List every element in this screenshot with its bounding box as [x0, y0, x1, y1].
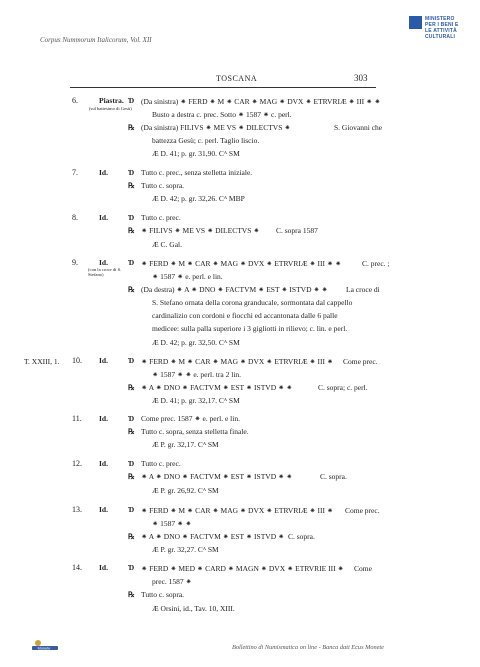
entry-number: 11.	[72, 414, 82, 423]
obverse-icon: Ɗ	[128, 505, 135, 514]
entry-name: Id.	[99, 459, 108, 468]
reverse-note: S. Giovanni che	[334, 123, 383, 132]
obverse-description: prec. 1587 ⁕	[152, 577, 192, 586]
obverse-description: ⁕ 1587 ⁕ e. perl. e lin.	[152, 272, 223, 281]
reverse-icon: ℞	[128, 383, 135, 392]
obverse-description: Come prec. 1587 ⁕ e. perl. e lin.	[141, 414, 240, 423]
obverse-note: Come	[354, 564, 372, 573]
reverse-description: cardinalizio con cordoni e fiocchi ed accantonata dalle 6 palle	[152, 311, 338, 320]
reverse-note: C. sopra; c. perl.	[318, 383, 368, 392]
entry-number: 10.	[72, 356, 82, 365]
reverse-description: Tutto c. sopra.	[141, 590, 185, 599]
obverse-legend: (Da sinistra) ⁕ FERD ⁕ M ⁕ CAR ⁕ MAG ⁕ DVX ⁕ ETRVRIÆ ⁕ III ⁕ ⁕	[141, 97, 381, 106]
reverse-legend: (Da sinistra) FILIVS ⁕ ME VS ⁕ DILECTVS ⁕	[141, 123, 291, 132]
obverse-legend: ⁕ FERD ⁕ M ⁕ CAR ⁕ MAG ⁕ DVX ⁕ ETRVRIÆ ⁕ III ⁕ ⁕	[141, 259, 342, 268]
entry-name: Piastra.	[99, 96, 124, 105]
obverse-note: Come prec.	[345, 506, 380, 515]
entry-number: 13.	[72, 505, 82, 514]
reverse-legend: (Da destra) ⁕ A ⁕ DNO ⁕ FACTVM ⁕ EST ⁕ ISTVD ⁕ ⁕	[141, 285, 328, 294]
obverse-description: Tutto c. prec., senza stelletta iniziale.	[141, 168, 253, 177]
reverse-note: C. sopra.	[288, 532, 315, 541]
obverse-icon: Ɗ	[128, 414, 135, 423]
reverse-icon: ℞	[128, 427, 135, 436]
obverse-description: Tutto c. prec.	[141, 213, 181, 222]
obverse-icon: Ɗ	[128, 356, 135, 365]
obverse-description: Busto a destra c. prec. Sotto ⁕ 1587 ⁕ c. perl.	[152, 110, 292, 119]
reverse-note: C. sopra 1587	[276, 226, 318, 235]
entry-number: 9.	[72, 258, 78, 267]
running-title: Corpus Nummorum Italicorum, Vol. XII	[40, 36, 152, 44]
reverse-description: Tutto c. sopra.	[141, 181, 185, 190]
reverse-description: S. Stefano ornata della corona granducale, sormontata dal cappello	[152, 298, 353, 307]
reference: Æ P. gr. 32,27. Cᴬ SM	[152, 545, 219, 554]
reference: Æ P. gr. 26,92. Cᴬ SM	[152, 486, 219, 495]
footer-text: Bollettino di Numismatica on line - Banca dati Ecus Monete	[232, 644, 384, 651]
ministry-logo-text: MINISTERO PER I BENI E LE ATTIVITÀ CULTURALI	[425, 16, 459, 40]
obverse-description: ⁕ 1587 ⁕ ⁕ e. perl. tra 2 lin.	[152, 370, 242, 379]
plate-reference: T. XXIII, 1.	[24, 357, 60, 366]
obverse-legend: ⁕ FERD ⁕ M ⁕ CAR ⁕ MAG ⁕ DVX ⁕ ETRVRIÆ ⁕ III ⁕	[141, 357, 334, 366]
obverse-icon: Ɗ	[128, 258, 135, 267]
entry-name: Id.	[99, 563, 108, 572]
reverse-legend: ⁕ A ⁕ DNO ⁕ FACTVM ⁕ EST ⁕ ISTVD ⁕	[141, 532, 285, 541]
reference: Æ D. 41; p. gr. 32,17. Cᴬ SM	[152, 396, 240, 405]
obverse-description: ⁕ 1587 ⁕ ⁕	[152, 519, 192, 528]
entry-name: Id.	[99, 258, 108, 267]
obverse-note: Come prec.	[343, 357, 378, 366]
obverse-description: Tutto c. prec.	[141, 459, 181, 468]
reverse-description: battezza Gesù; c. perl. Taglio liscio.	[152, 136, 260, 145]
obverse-note: C. prec. ;	[362, 259, 390, 268]
obverse-legend: ⁕ FERD ⁕ M ⁕ CAR ⁕ MAG ⁕ DVX ⁕ ETRVRIÆ ⁕ III ⁕	[141, 506, 334, 515]
entry-number: 12.	[72, 459, 82, 468]
reference: Æ D. 41; p. gr. 31,90. Cᴬ SM	[152, 149, 240, 158]
reverse-note: La croce di	[346, 285, 380, 294]
reference: Æ D. 42; p. gr. 32,26. Cᴬ MBP	[152, 194, 245, 203]
reverse-description: medicee: sulla palla superiore i 3 gigliotti in rilievo; c. lin. e perl.	[152, 324, 348, 333]
reverse-legend: ⁕ A ⁕ DNO ⁕ FACTVM ⁕ EST ⁕ ISTVD ⁕ ⁕	[141, 472, 293, 481]
reverse-legend: ⁕ A ⁕ DNO ⁕ FACTVM ⁕ EST ⁕ ISTVD ⁕ ⁕	[141, 383, 293, 392]
reverse-icon: ℞	[128, 472, 135, 481]
entry-name: Id.	[99, 414, 108, 423]
header-rule	[70, 87, 376, 88]
obverse-legend: ⁕ FERD ⁕ MED ⁕ CARD ⁕ MAGN ⁕ DVX ⁕ ETRVRIE III ⁕	[141, 564, 344, 573]
entry-number: 7.	[72, 168, 78, 177]
ministry-logo-icon	[409, 16, 422, 29]
obverse-icon: Ɗ	[128, 168, 135, 177]
page-title: TOSCANA	[216, 74, 258, 83]
reverse-icon: ℞	[128, 226, 135, 235]
reverse-icon: ℞	[128, 123, 135, 132]
entry-number: 14.	[72, 563, 82, 572]
reference: Æ C. Gal.	[152, 240, 182, 249]
reverse-description: Tutto c. sopra, senza stelletta finale.	[141, 427, 249, 436]
obverse-icon: Ɗ	[128, 563, 135, 572]
reverse-icon: ℞	[128, 532, 135, 541]
monete-logo-icon	[32, 638, 58, 650]
entry-name: Id.	[99, 168, 108, 177]
reference: Æ Orsini, id., Tav. 10, XIII.	[152, 604, 235, 613]
reference: Æ P. gr. 32,17. Cᴬ SM	[152, 440, 219, 449]
entry-number: 8.	[72, 213, 78, 222]
svg-text:Monete: Monete	[37, 646, 51, 651]
reference: Æ D. 42; p. gr. 32,50. Cᴬ SM	[152, 338, 240, 347]
entry-note: (sul battesimo di Gesù)	[89, 106, 132, 111]
entry-name: Id.	[99, 505, 108, 514]
page-number: 303	[354, 73, 368, 83]
reverse-note: C. sopra.	[320, 472, 347, 481]
entry-name: Id.	[99, 213, 108, 222]
obverse-icon: Ɗ	[128, 459, 135, 468]
reverse-icon: ℞	[128, 590, 135, 599]
entry-number: 6.	[72, 96, 78, 105]
entry-note: (con la croce di S. Stefano)	[88, 267, 122, 277]
reverse-legend: ⁕ FILIVS ⁕ ME VS ⁕ DILECTVS ⁕	[141, 226, 260, 235]
reverse-icon: ℞	[128, 181, 135, 190]
obverse-icon: Ɗ	[128, 213, 135, 222]
reverse-icon: ℞	[128, 285, 135, 294]
entry-name: Id.	[99, 356, 108, 365]
obverse-icon: Ɗ	[128, 96, 135, 105]
